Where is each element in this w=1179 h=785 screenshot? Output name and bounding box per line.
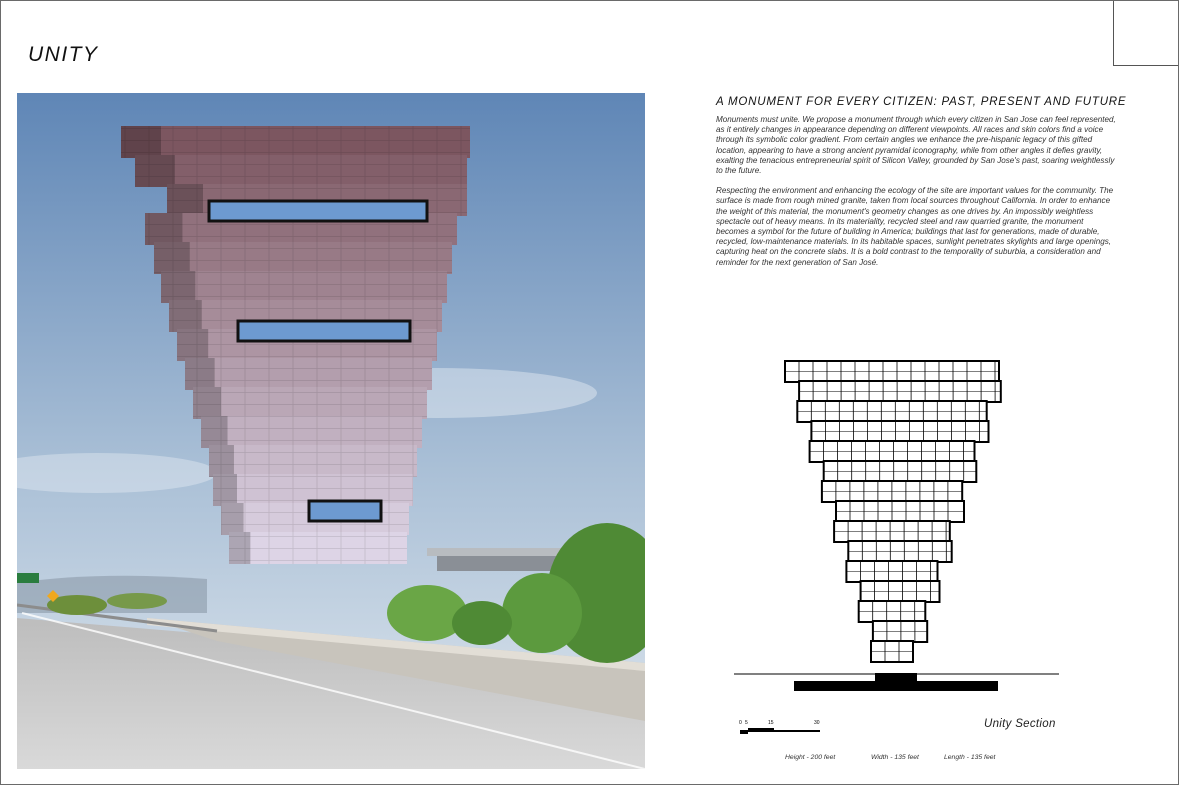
scale-tick-5: 5: [745, 720, 748, 726]
scale-tick-15: 15: [768, 720, 774, 726]
page-title: UNITY: [28, 43, 99, 66]
section-heading: A MONUMENT FOR EVERY CITIZEN: PAST, PRESENT AND FUTURE: [716, 96, 1127, 108]
body-text: [716, 115, 1116, 278]
corner-box: [1113, 1, 1179, 66]
scale-tick-30: 30: [814, 720, 820, 726]
tower-opening: [209, 201, 427, 221]
unity-section-drawing: [721, 351, 1081, 696]
scale-tick-0: 0: [739, 720, 742, 726]
scale-bar: [738, 716, 838, 741]
dimension-width: Width - 135 feet: [871, 754, 919, 761]
dimension-length: Length - 135 feet: [944, 754, 996, 761]
paragraph-2: Respecting the environment and enhancing the ecology of the site are important values for the community. The surface is made from rough mined granite, taken from local sources throughout California. In order to enhance the weight of this material, the monument's geometry changes as one drives by. An impossibly weightless spectacle out of heavy means. In its materiality, recycled steel and raw quarried granite, the monument becomes a symbol for the future of building in America; buildings that last for generations, made of durable, recycled, low-maintenance materials. In its habitable spaces, sunlight penetrates skylights and large openings, capturing heat on the concrete slabs. It is a bold contrast to the temporality of suburbia, a consideration and reminder for the next generation of San José.: [716, 186, 1114, 267]
tower-opening: [309, 501, 381, 521]
section-label: Unity Section: [984, 718, 1056, 730]
dimension-height: Height - 200 feet: [785, 754, 836, 761]
paragraph-1: Monuments must unite. We propose a monument through which every citizen in San Jose can feel represented, as it entirely changes in appearance depending on different viewpoints. All races and skin colors find a voice through its symbolic color gradient. From certain angles we enhance the pre-hispanic legacy of this gifted location, appearing to have a strong ancient pyramidal iconography, while from other angles it defies gravity, exalting the tenacious entrepreneurial spirit of Silicon Valley, grounded by San Jose's past, soaring weightlessly to the future.: [716, 115, 1116, 176]
monument-rendering-photo: [17, 93, 645, 769]
tower-opening: [238, 321, 410, 341]
